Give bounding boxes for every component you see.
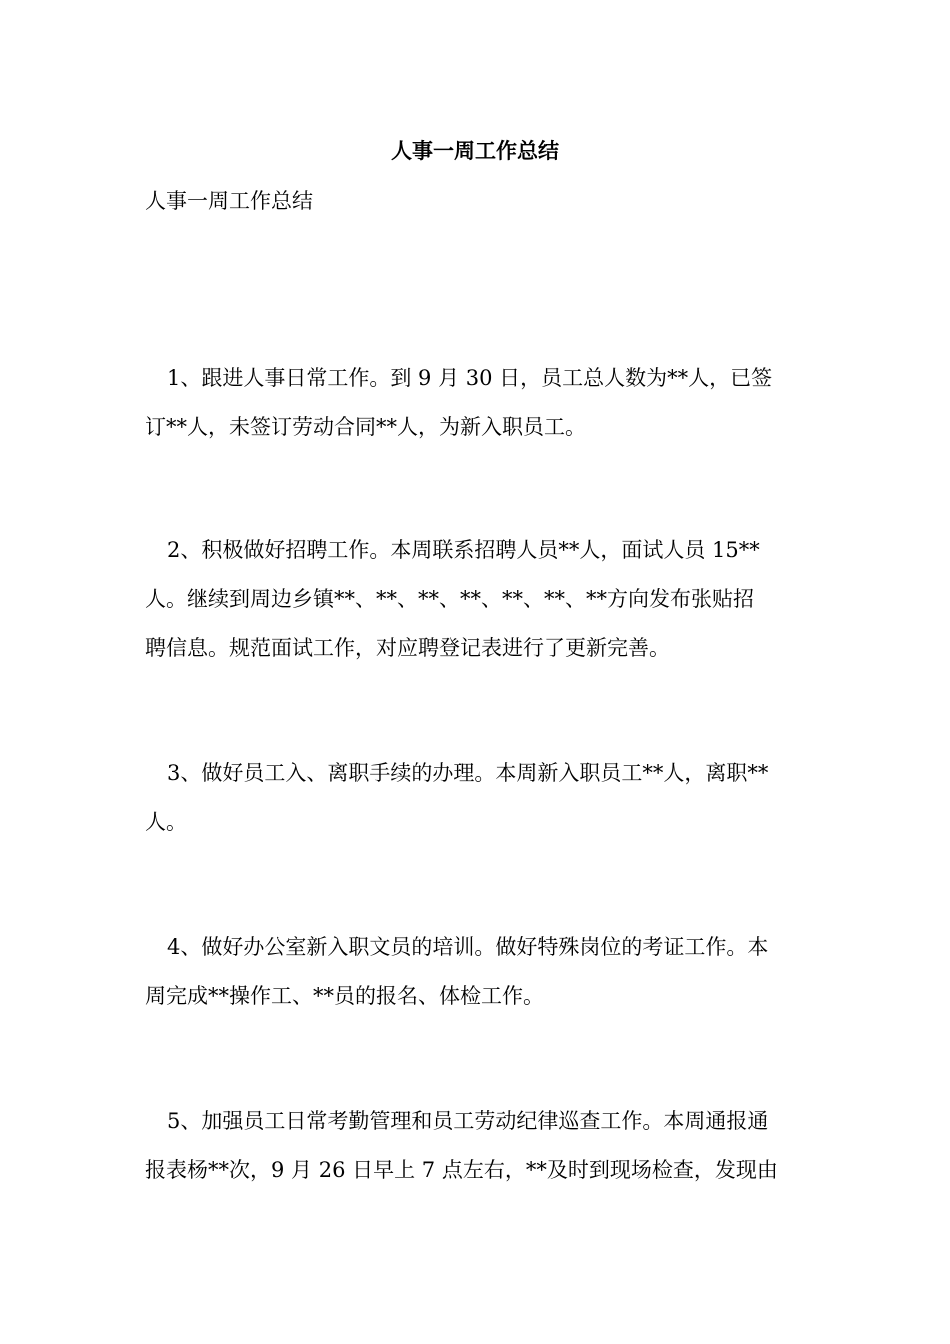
document-title: 人事一周工作总结 (391, 138, 559, 163)
paragraph-line: 人。继续到周边乡镇**、**、**、**、**、**、**方向发布张贴招 (145, 587, 754, 611)
paragraph-line: 1、跟进人事日常工作。到 9 月 30 日，员工总人数为**人，已签 (167, 366, 773, 390)
paragraph-1 (145, 354, 810, 452)
paragraph-line: 5、加强员工日常考勤管理和员工劳动纪律巡查工作。本周通报通 (167, 1109, 769, 1133)
paragraph-line: 4、做好办公室新入职文员的培训。做好特殊岗位的考证工作。本 (167, 935, 769, 959)
paragraph-line: 报表杨**次，9 月 26 日早上 7 点左右，**及时到现场检查，发现由 (145, 1158, 778, 1182)
paragraph-line: 2、积极做好招聘工作。本周联系招聘人员**人，面试人员 15** (167, 538, 760, 562)
paragraph-line: 3、做好员工入、离职手续的办理。本周新入职员工**人，离职** (167, 761, 769, 785)
paragraph-line: 人。 (145, 810, 187, 834)
paragraph-line: 订**人，未签订劳动合同**人，为新入职员工。 (145, 415, 586, 439)
paragraph-5 (145, 1097, 810, 1195)
document-subtitle: 人事一周工作总结 (145, 189, 313, 213)
paragraph-4 (145, 923, 810, 1021)
paragraph-3 (145, 749, 810, 847)
paragraph-line: 聘信息。规范面试工作，对应聘登记表进行了更新完善。 (145, 636, 670, 660)
paragraph-2 (145, 526, 810, 673)
paragraph-line: 周完成**操作工、**员的报名、体检工作。 (145, 984, 544, 1008)
